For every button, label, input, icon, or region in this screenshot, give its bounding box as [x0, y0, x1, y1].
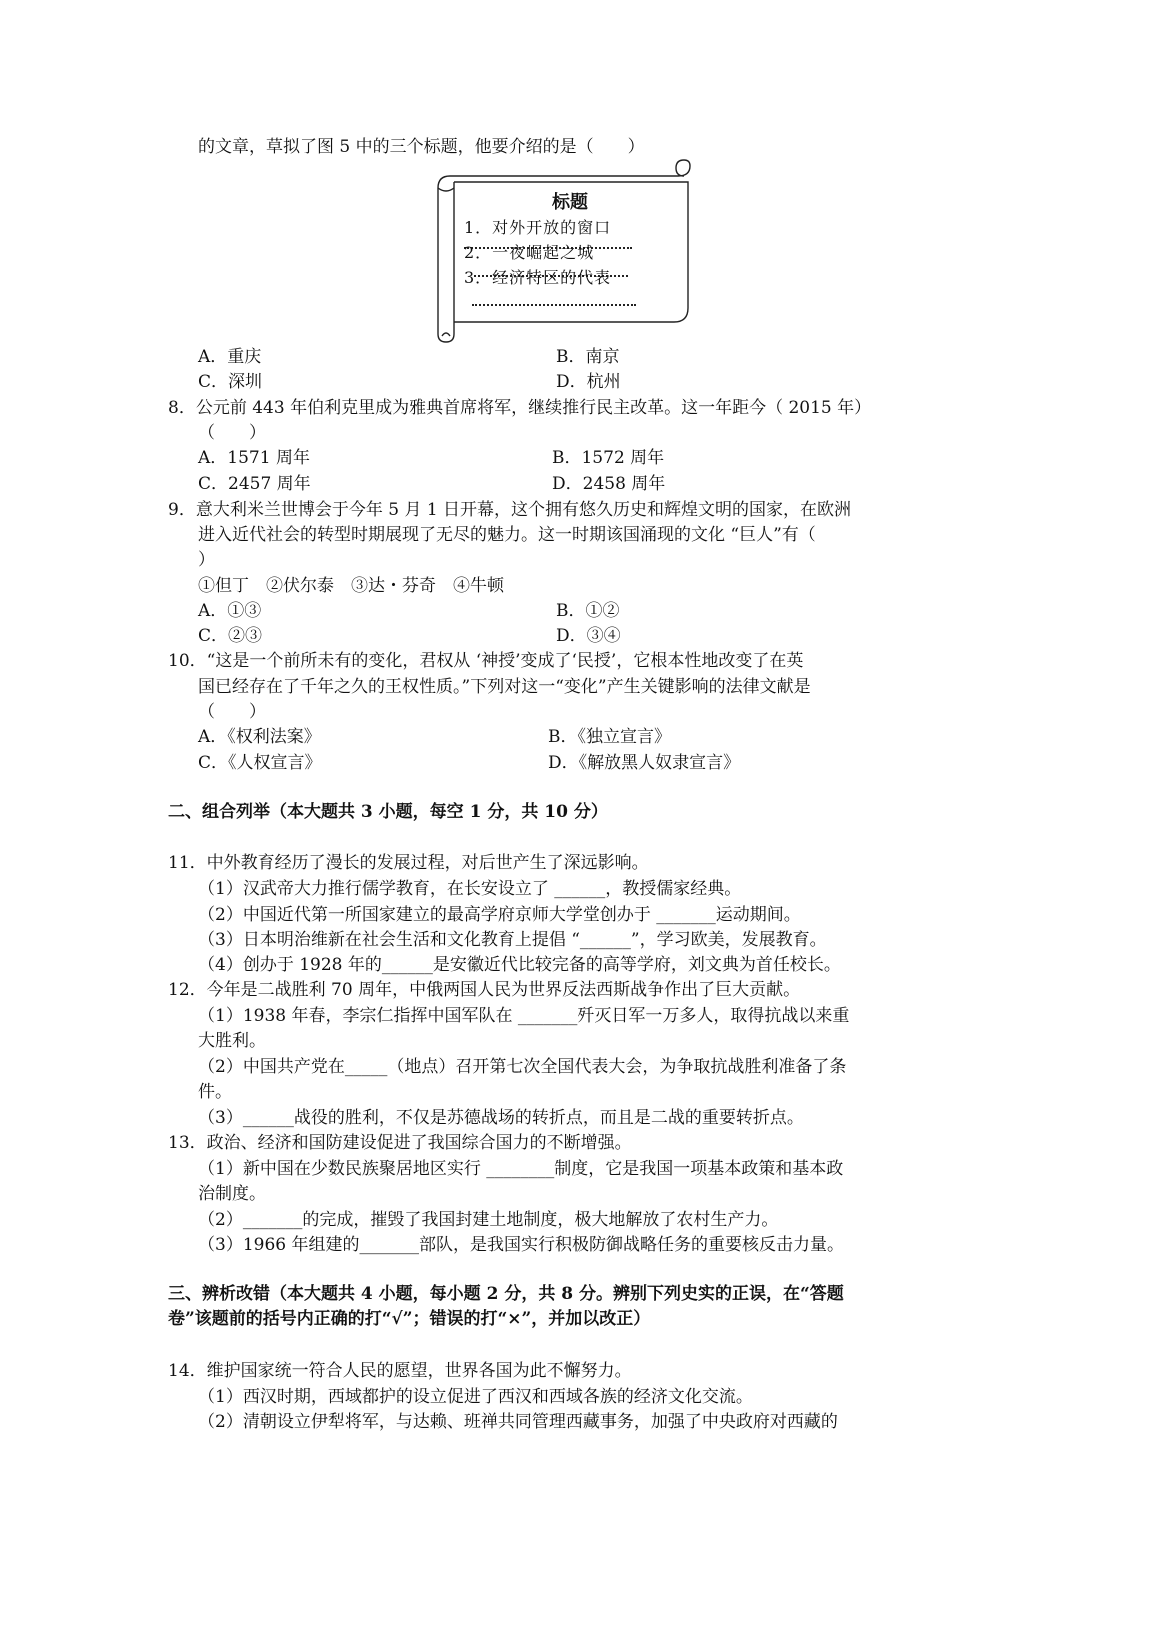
scroll-item-1: 1．对外开放的窗口 [464, 218, 612, 237]
q14-part-1: （1）西汉时期，西域都护的设立促进了西汉和西域各族的经济文化交流。 [198, 1387, 753, 1407]
q10-option-d: D．《解放黑人奴隶宣言》 [548, 753, 741, 773]
q8-option-a: A．1571 周年 [198, 448, 310, 468]
q12-part-2a: （2）中国共产党在_____（地点）召开第七次全国代表大会，为争取抗战胜利准备了条 [198, 1057, 847, 1077]
q8-option-b: B．1572 周年 [552, 448, 665, 468]
q10-option-c: C．《人权宣言》 [198, 753, 322, 773]
q10-line-1: 10．“这是一个前所未有的变化，君权从 ‘神授’变成了‘民授’，它根本性地改变了在英 [168, 651, 804, 671]
q12-part-1b: 大胜利。 [198, 1031, 266, 1051]
q10-option-b: B．《独立宣言》 [548, 727, 671, 747]
q8-option-c: C．2457 周年 [198, 474, 311, 494]
q8-line-2: （ ） [198, 423, 266, 443]
q13-part-1a: （1）新中国在少数民族聚居地区实行 ________制度，它是我国一项基本政策和基本政 [198, 1159, 844, 1179]
q9-choices: ①但丁 ②伏尔泰 ③达・芬奇 ④牛顿 [198, 576, 504, 596]
q11-part-1: （1）汉武帝大力推行儒学教育，在长安设立了 ______，教授儒家经典。 [198, 879, 742, 899]
q7-stem: 的文章，草拟了图 5 中的三个标题，他要介绍的是（ ） [198, 137, 645, 157]
q7-option-b: B．南京 [556, 347, 620, 367]
q9-line-3: ） [198, 550, 215, 570]
section-3-heading-line-2: 卷”该题前的括号内正确的打“√”；错误的打“×”，并加以改正） [168, 1309, 651, 1329]
q12-part-3: （3）______战役的胜利，不仅是苏德战场的转折点，而且是二战的重要转折点。 [198, 1108, 804, 1128]
scroll-item-2: 2．一夜崛起之城 [464, 243, 595, 262]
q7-option-a: A．重庆 [198, 347, 262, 367]
q12-part-1a: （1）1938 年春，李宗仁指挥中国军队在 _______歼灭日军一万多人，取得抗战以来重 [198, 1006, 850, 1026]
q11-stem: 11．中外教育经历了漫长的发展过程，对后世产生了深远影响。 [168, 853, 649, 873]
q9-line-1: 9．意大利米兰世博会于今年 5 月 1 日开幕，这个拥有悠久历史和辉煌文明的国家，在欧洲 [168, 500, 852, 520]
q11-part-4: （4）创办于 1928 年的______是安徽近代比较完备的高等学府，刘文典为首任校长。 [198, 955, 841, 975]
scroll-item-3: 3．经济特区的代表 [464, 268, 612, 287]
q8-line-1: 8．公元前 443 年伯利克里成为雅典首席将军，继续推行民主改革。这一年距今（ 2015 年） [168, 398, 872, 418]
section-2-heading: 二、组合列举（本大题共 3 小题，每空 1 分，共 10 分） [168, 802, 608, 822]
title-scroll-figure [428, 158, 712, 344]
q12-stem: 12．今年是二战胜利 70 周年，中俄两国人民为世界反法西斯战争作出了巨大贡献。 [168, 980, 801, 1000]
q10-option-a: A．《权利法案》 [198, 727, 321, 747]
q10-line-2: 国已经存在了千年之久的王权性质。”下列对这一“变化”产生关键影响的法律文献是 [198, 677, 811, 697]
q10-line-3: （ ） [198, 702, 266, 722]
q7-option-c: C．深圳 [198, 372, 263, 392]
q8-option-d: D．2458 周年 [552, 474, 666, 494]
q9-option-b: B．①② [556, 601, 620, 621]
q11-part-2: （2）中国近代第一所国家建立的最高学府京师大学堂创办于 _______运动期间。 [198, 905, 801, 925]
dotted-line [472, 304, 636, 306]
q12-part-2b: 件。 [198, 1082, 232, 1102]
q9-option-a: A．①③ [198, 601, 262, 621]
q13-part-1b: 治制度。 [198, 1184, 266, 1204]
q9-option-d: D．③④ [556, 626, 621, 646]
scroll-title: 标题 [552, 192, 588, 213]
q13-part-2: （2）_______的完成，摧毁了我国封建土地制度，极大地解放了农村生产力。 [198, 1210, 779, 1230]
q13-stem: 13．政治、经济和国防建设促进了我国综合国力的不断增强。 [168, 1133, 632, 1153]
q14-stem: 14．维护国家统一符合人民的愿望，世界各国为此不懈努力。 [168, 1361, 632, 1381]
section-3-heading-line-1: 三、辨析改错（本大题共 4 小题，每小题 2 分，共 8 分。辨别下列史实的正误，在“答题 [168, 1284, 844, 1304]
q14-part-2: （2）清朝设立伊犁将军，与达赖、班禅共同管理西藏事务，加强了中央政府对西藏的 [198, 1412, 838, 1432]
q11-part-3: （3）日本明治维新在社会生活和文化教育上提倡 “______”，学习欧美，发展教育。 [198, 930, 827, 950]
q7-option-d: D．杭州 [556, 372, 621, 392]
q9-option-c: C．②③ [198, 626, 263, 646]
q13-part-3: （3）1966 年组建的_______部队，是我国实行积极防御战略任务的重要核反击力量。 [198, 1235, 844, 1255]
q9-line-2: 进入近代社会的转型时期展现了无尽的魅力。这一时期该国涌现的文化 “巨人”有（ [198, 525, 816, 545]
